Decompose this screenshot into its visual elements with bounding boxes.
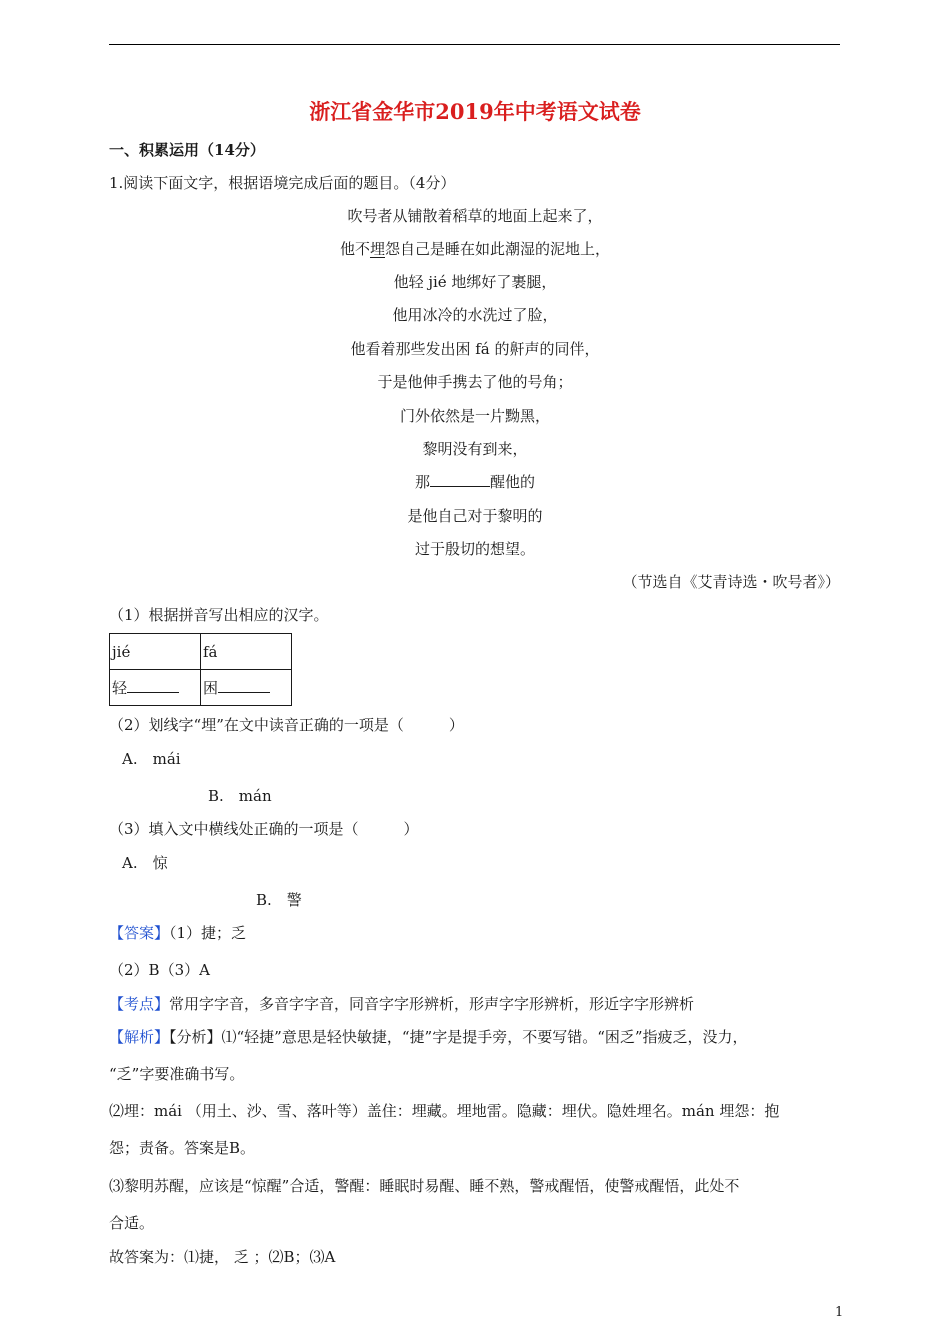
sub-question-2: （2）划线字“埋”在文中读音正确的一项是（ ） — [109, 716, 464, 734]
question-stem: 1.阅读下面文字，根据语境完成后面的题目。（4分） — [109, 174, 456, 192]
fill-blank — [127, 678, 179, 693]
option-b: B. 警 — [256, 891, 302, 909]
option-a: A. mái — [122, 750, 181, 768]
poem-line: 他用冰冷的水洗过了脸， — [392, 306, 558, 324]
table-answer-cell: 轻 — [110, 670, 201, 706]
analysis-line: 【解析】【分析】⑴“轻捷”意思是轻快敏捷，“捷”字是提手旁，不要写错。“困乏”指疲乏，没力， — [109, 1028, 748, 1046]
poem-line: 门外依然是一片黝黑， — [399, 407, 550, 425]
header-rule — [109, 44, 840, 45]
table-answer-cell: 困 — [201, 670, 292, 706]
sub-question-1: （1）根据拼音写出相应的汉字。 — [109, 606, 329, 624]
table-header-cell: fá — [201, 634, 292, 670]
section-heading: 一、积累运用（14分） — [109, 141, 265, 159]
fill-blank — [430, 472, 490, 487]
poem-line: 那 醒他的 — [414, 473, 536, 491]
answer-line: 【答案】（1）捷；乏 — [109, 924, 247, 942]
poem-line: 他轻 jié 地绑好了裹腿， — [393, 273, 557, 291]
answer-line: （2）B（3）A — [109, 961, 210, 979]
analysis-line: 合适。 — [109, 1214, 155, 1232]
final-answer: 故答案为：⑴捷， 乏 ；⑵B；⑶A — [109, 1248, 336, 1266]
sub-question-3: （3）填入文中横线处正确的一项是（ ） — [109, 820, 419, 838]
answer-tag: 【答案】 — [109, 924, 170, 942]
analysis-line: “乏”字要准确书写。 — [109, 1065, 245, 1083]
poem-line: 是他自己对于黎明的 — [407, 507, 543, 525]
poem-line: 过于殷切的想望。 — [414, 540, 535, 558]
poem-line: 他看着那些发出困 fá 的鼾声的同伴， — [350, 340, 600, 358]
pinyin-table — [109, 633, 292, 706]
page-title: 浙江省金华市2019年中考语文试卷 — [309, 99, 641, 124]
poem-line: 黎明没有到来， — [422, 440, 528, 458]
analysis-tag: 【解析】 — [109, 1028, 170, 1046]
table-header-cell: jié — [110, 634, 201, 670]
poem-source: （节选自《艾青诗选・吹号者》） — [622, 573, 840, 591]
point-tag: 【考点】 — [109, 995, 170, 1013]
analysis-line: ⑵埋：mái （用土、沙、雪、落叶等）盖住：埋藏。埋地雷。隐藏：埋伏。隐姓埋名。mán 埋怨：抱 — [109, 1102, 780, 1120]
underlined-char: 埋 — [369, 240, 385, 258]
option-b: B. mán — [208, 787, 272, 805]
poem-line: 他不埋怨自己是睡在如此潮湿的泥地上， — [339, 240, 611, 258]
exam-point: 【考点】常用字字音，多音字字音，同音字字形辨析，形声字字形辨析，形近字字形辨析 — [109, 995, 695, 1013]
poem-line: 吹号者从铺散着稻草的地面上起来了， — [347, 207, 603, 225]
poem-line: 于是他伸手携去了他的号角； — [377, 373, 573, 391]
analysis-line: ⑶黎明苏醒，应该是“惊醒”合适，警醒：睡眠时易醒、睡不熟，警戒醒悟，使警戒醒悟，此处不 — [109, 1177, 740, 1195]
option-a: A. 惊 — [122, 854, 168, 872]
analysis-line: 怨；责备。答案是B。 — [109, 1139, 256, 1157]
page-number: 1 — [835, 1305, 844, 1320]
fill-blank — [218, 678, 270, 693]
